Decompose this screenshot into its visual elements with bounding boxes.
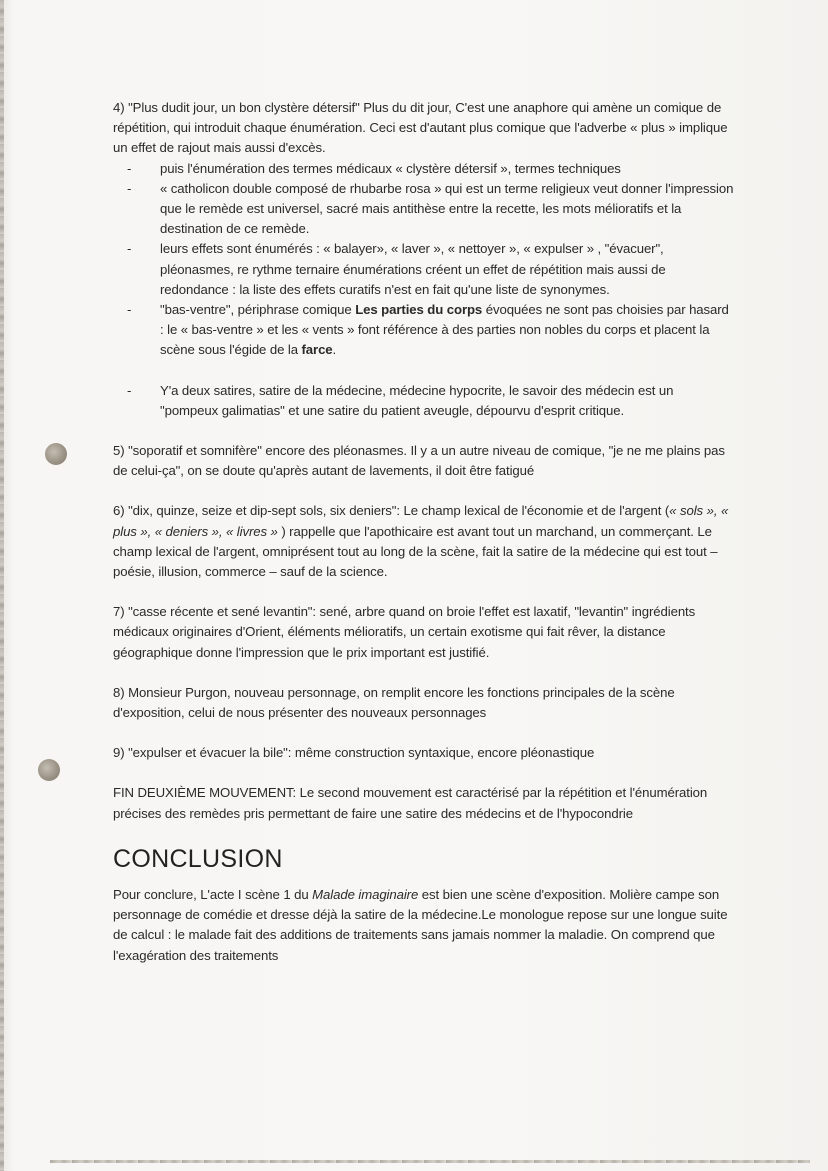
italic-text: « sols », « plus », « deniers », « livres » xyxy=(113,503,729,539)
bullet-item: - Y'a deux satires, satire de la médecine, médecine hypocrite, le savoir des médecin est un "pompeux galimatias" et une satire du patient aveugle, dépourvu d'esprit critique. xyxy=(113,381,735,421)
section-8 xyxy=(113,683,735,723)
section-6-part: ) rappelle que l'apothicaire est avant tout un marchand, un commerçant. Le champ lexical de l'argent, omniprésent tout au long de la scène, fait la satire de la médecine qui est tout – poésie, illusion, commerce – sauf de la science. xyxy=(113,523,718,580)
section-7-text: 7) "casse récente et sené levantin": sené, arbre quand on broie l'effet est laxatif, "levantin" ingrédients médicaux originaires d'Orient, éléments mélioratifs, un certain exotisme qui fait rêver, la distance géographique donne l'impression que le prix important est justifié. xyxy=(113,604,696,660)
fin-mouvement-text: FIN DEUXIÈME MOUVEMENT: Le second mouvement est caractérisé par la répétition et l'énumération précises des remèdes pris permettant de faire une satire des médecins et de l'hypocondrie xyxy=(113,785,708,821)
bullet-item xyxy=(113,300,735,361)
conclusion-heading: CONCLUSION xyxy=(113,844,283,873)
section-6 xyxy=(113,501,735,582)
page-bottom-edge xyxy=(50,1160,810,1163)
punch-hole-lower xyxy=(38,759,60,781)
italic-text: Malade imaginaire xyxy=(312,886,419,902)
bold-text: Les parties du corps xyxy=(355,302,483,318)
section-9 xyxy=(113,743,735,763)
conclusion-part: est bien une scène d'exposition. Molière campe son personnage de comédie et dresse déjà la satire de la médecine.Le monologue repose sur une longue suite de calcul : le malade fait des additions de traitements sans jamais nommer la maladie. On comprend que l'exagération des traitements xyxy=(113,886,728,963)
section-4-intro: 4) "Plus dudit jour, un bon clystère détersif" Plus du dit jour, C'est une anaphore qui amène un comique de répétition, qui introduit chaque énumération. Ceci est d'autant plus comique que l'adverbe « plus » implique un effet de rajout mais aussi d'excès. xyxy=(113,100,728,156)
punch-hole-upper xyxy=(45,443,67,465)
section-9-text: 9) "expulser et évacuer la bile": même construction syntaxique, encore pléonastique xyxy=(113,745,595,761)
conclusion-text xyxy=(113,885,735,966)
bullet-text: . xyxy=(332,342,337,358)
bullet-item: - « catholicon double composé de rhubarbe rosa » qui est un terme religieux veut donner l'impression que le remède est universel, sacré mais antithèse entre la recette, les mots mélioratifs et la destination de ce remède. xyxy=(113,179,735,240)
section-7 xyxy=(113,602,735,663)
bullet-text: "bas-ventre", périphrase comique xyxy=(160,302,356,318)
section-4 xyxy=(113,98,735,421)
bold-text: farce xyxy=(301,342,333,358)
conclusion-part: Pour conclure, L'acte I scène 1 du xyxy=(113,886,313,902)
section-5 xyxy=(113,441,735,481)
section-5-text: 5) "soporatif et somnifère" encore des pléonasmes. Il y a un autre niveau de comique, "je ne me plains pas de celui-ça", on se doute qu'après autant de lavements, il doit être fatigué xyxy=(113,443,725,479)
section-8-text: 8) Monsieur Purgon, nouveau personnage, on remplit encore les fonctions principales de la scène d'exposition, celui de nous présenter des nouveaux personnages xyxy=(113,684,675,721)
bullet-text: évoquées ne sont pas choisies par hasard : le « bas-ventre » et les « vents » font référence à des parties non nobles du corps et placent la scène sous l'égide de la xyxy=(160,302,729,358)
section-6-text xyxy=(113,501,735,582)
bullet-item: - puis l'énumération des termes médicaux « clystère détersif », termes techniques xyxy=(113,159,735,179)
fin-mouvement xyxy=(113,783,735,823)
page-left-edge xyxy=(0,0,4,1171)
bullet-item: - leurs effets sont énumérés : « balayer», « laver », « nettoyer », « expulser » , "évacuer", pléonasmes, re rythme ternaire énumérations créent un effet de répétition mais aussi de redondance : la liste des effets curatifs n'est en fait qu'une liste de synonymes. xyxy=(113,239,735,300)
section-4-bullet-list xyxy=(113,159,735,421)
document-body xyxy=(113,98,735,966)
section-6-part: 6) "dix, quinze, seize et dip-sept sols, six deniers": Le champ lexical de l'économie et de l'argent ( xyxy=(113,503,670,519)
